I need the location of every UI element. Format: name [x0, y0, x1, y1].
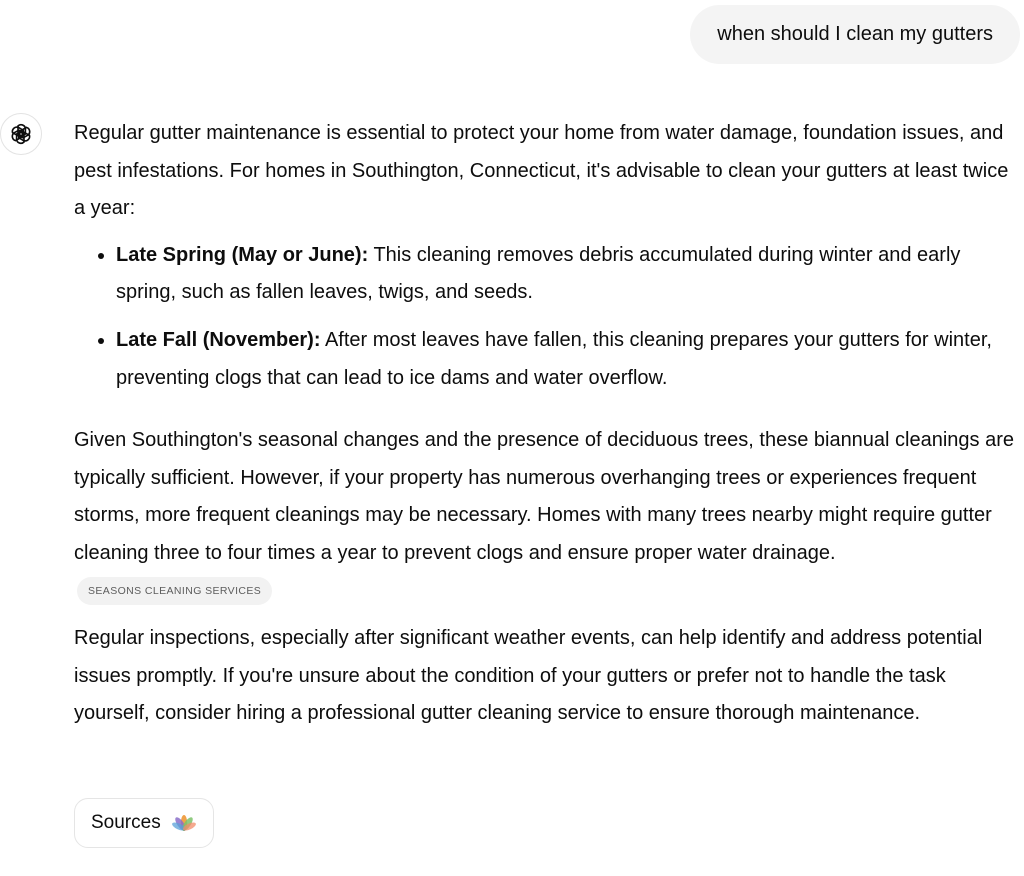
list-item — [116, 237, 1024, 312]
answer-intro-paragraph: Regular gutter maintenance is essential to protect your home from water damage, foundation issues, and pest infestations. For homes in Southington, Connecticut, it's advisable to clean your gutters at least twice a year: — [74, 122, 1009, 220]
answer-bullet-list — [74, 237, 1024, 397]
sources-label: Sources — [91, 812, 161, 833]
sources-button[interactable] — [74, 798, 214, 848]
bullet-title: Late Fall (November): — [116, 328, 321, 351]
answer-paragraph-2-text: Given Southington's seasonal changes and the presence of deciduous trees, these biannual cleanings are typically sufficient. However, if your property has numerous overhanging trees or experiences frequent storms, more frequent cleanings may be necessary. Homes with many trees nearby might require gutter cleaning three to four times a year to prevent clogs and ensure proper water drainage. — [74, 429, 1015, 564]
answer-paragraph-3: Regular inspections, especially after significant weather events, can help identify and address potential issues promptly. If you're unsure about the condition of your gutters or prefer not to handle the task yourself, consider hiring a professional gutter cleaning service to ensure thorough maintenance. — [74, 627, 983, 725]
lotus-favicon-icon — [171, 813, 197, 833]
bullet-text: After most leaves have fallen, this cleaning prepares your gutters for winter, preventing clogs that can lead to ice dams and water overflow. — [116, 328, 992, 389]
citation-chip[interactable]: SEASONS CLEANING SERVICES — [77, 577, 272, 605]
assistant-avatar — [0, 113, 42, 155]
openai-logo-icon — [8, 121, 34, 147]
list-item — [116, 322, 1024, 397]
user-message-bubble: when should I clean my gutters — [690, 5, 1020, 64]
assistant-message — [74, 115, 1024, 733]
bullet-title: Late Spring (May or June): — [116, 243, 369, 266]
answer-paragraph-2 — [74, 422, 1024, 610]
user-message-row — [690, 5, 1020, 64]
bullet-text: This cleaning removes debris accumulated during winter and early spring, such as fallen leaves, twigs, and seeds. — [116, 243, 961, 304]
